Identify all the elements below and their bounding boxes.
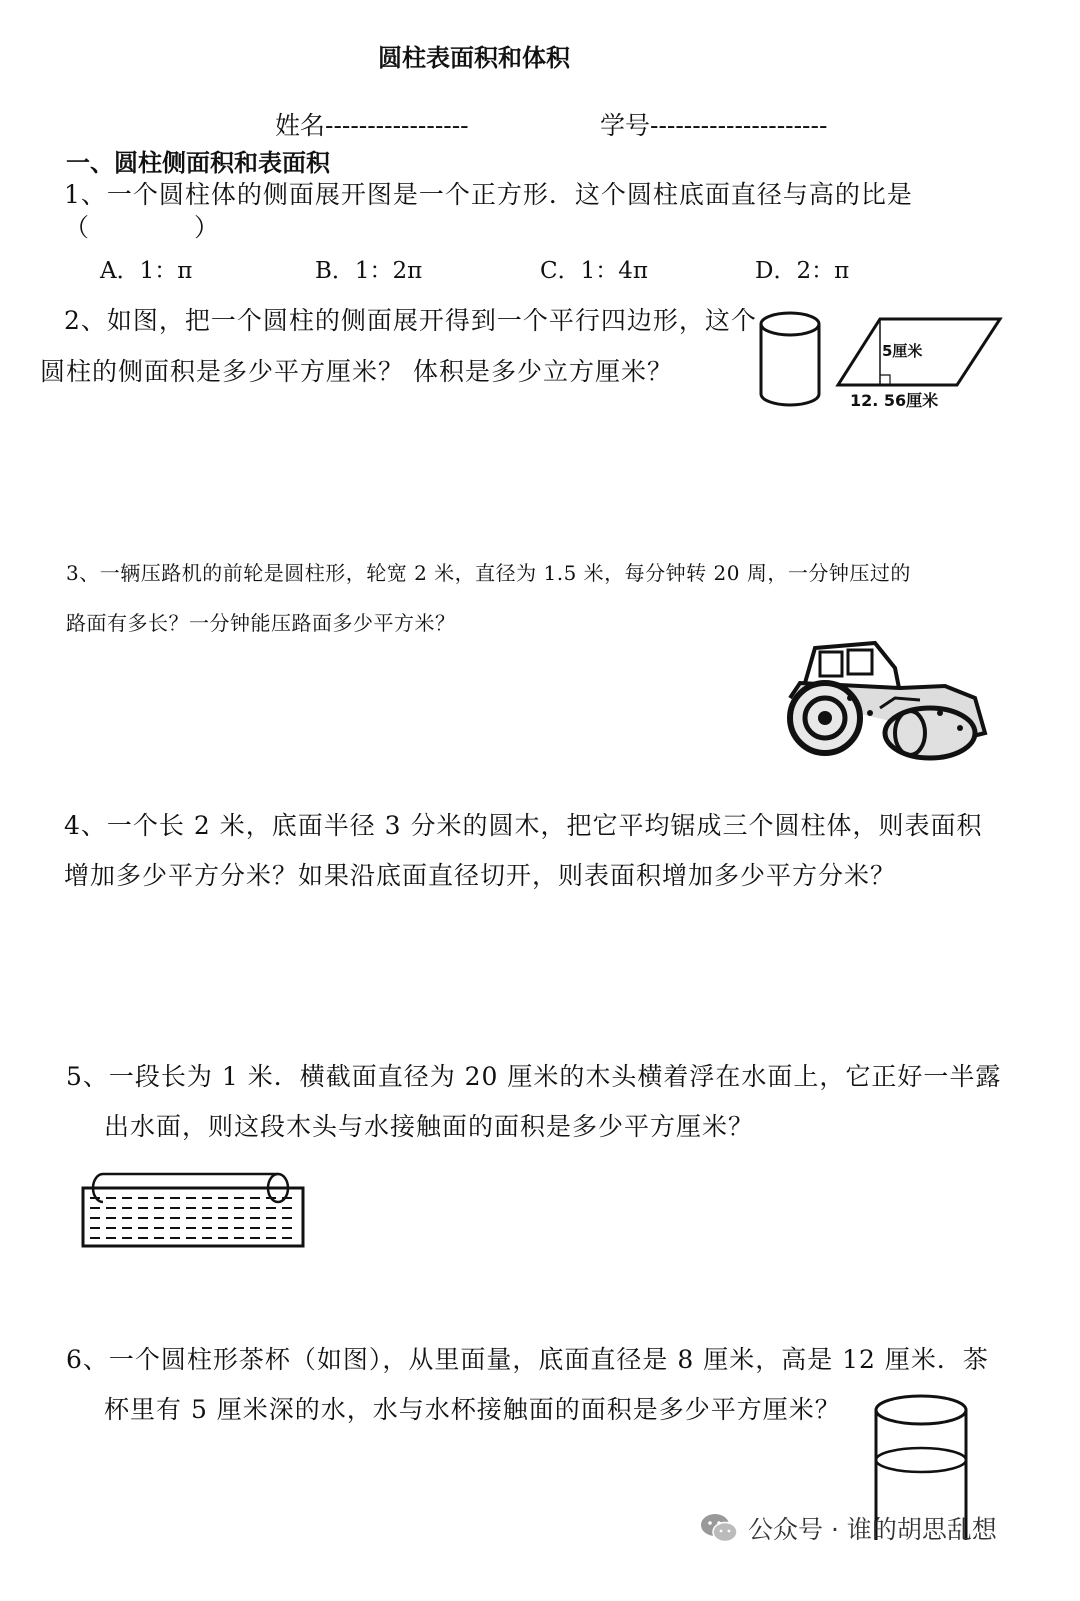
name-field: 姓名-----------------	[275, 111, 469, 140]
cylinder-figure	[755, 308, 825, 408]
question-4-line-2: 增加多少平方分米？如果沿底面直径切开，则表面积增加多少平方分米？	[64, 861, 897, 890]
section-heading: 一、圆柱侧面积和表面积	[66, 149, 330, 177]
question-5-line-2: 出水面，则这段木头与水接触面的面积是多少平方厘米？	[104, 1112, 755, 1141]
question-2-line-1: 2、如图，把一个圆柱的侧面展开得到一个平行四边形，这个	[64, 306, 757, 335]
question-3-line-1: 3、一辆压路机的前轮是圆柱形，轮宽 2 米，直径为 1.5 米，每分钟转 20 周，一分钟压过的	[66, 561, 911, 585]
wechat-icon	[700, 1512, 738, 1544]
question-1-line-1: 1、一个圆柱体的侧面展开图是一个正方形．这个圆柱底面直径与高的比是	[64, 180, 913, 209]
height-label: 5厘米	[882, 342, 923, 360]
option-d: D．2：π	[755, 258, 850, 284]
question-4-line-1: 4、一个长 2 米，底面半径 3 分米的圆木，把它平均锯成三个圆柱体，则表面积	[64, 811, 983, 840]
question-1-line-2: （ ）	[64, 213, 221, 242]
option-c: C．1：4π	[540, 258, 648, 284]
page-title: 圆柱表面积和体积	[378, 44, 570, 72]
question-5-line-1: 5、一段长为 1 米．横截面直径为 20 厘米的木头横着浮在水面上，它正好一半露	[66, 1062, 1002, 1091]
watermark	[700, 1510, 997, 1546]
watermark-text: 公众号 · 谁的胡思乱想	[748, 1515, 997, 1544]
question-6-line-1: 6、一个圆柱形茶杯（如图），从里面量，底面直径是 8 厘米，高是 12 厘米．茶	[66, 1345, 989, 1374]
road-roller-image	[780, 638, 995, 763]
floating-log-figure	[68, 1160, 318, 1270]
option-a: A．1：π	[100, 258, 193, 284]
option-b: B．1：2π	[315, 258, 423, 284]
question-2-line-2: 圆柱的侧面积是多少平方厘米？ 体积是多少立方厘米？	[40, 357, 673, 386]
base-label: 12. 56厘米	[850, 391, 939, 410]
student-id-field: 学号---------------------	[600, 111, 828, 140]
question-3-line-2: 路面有多长？一分钟能压路面多少平方米？	[66, 611, 456, 635]
question-6-line-2: 杯里有 5 厘米深的水，水与水杯接触面的面积是多少平方厘米？	[104, 1395, 841, 1424]
